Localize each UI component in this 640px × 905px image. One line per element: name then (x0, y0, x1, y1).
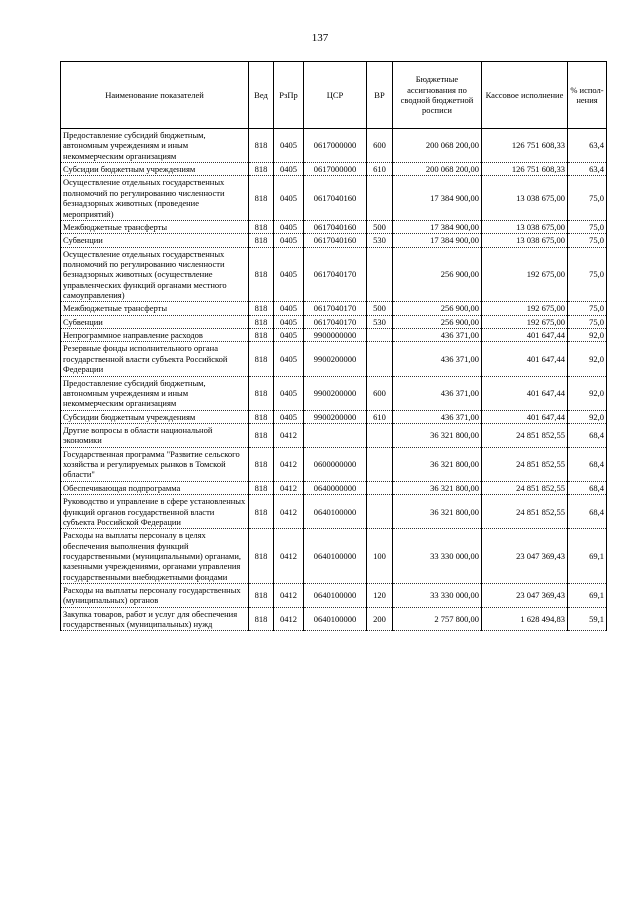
cell-csr: 0640100000 (304, 607, 367, 631)
table-row (61, 423, 607, 447)
table-row (61, 247, 607, 302)
cell-ved: 818 (249, 584, 274, 608)
cell-vr: 200 (367, 607, 393, 631)
cell-vr: 530 (367, 315, 393, 328)
cell-budget: 436 371,00 (393, 376, 482, 410)
cell-pct: 92,0 (568, 329, 607, 342)
cell-csr: 0640100000 (304, 584, 367, 608)
cell-pct: 92,0 (568, 376, 607, 410)
table-row (61, 584, 607, 608)
cell-pct: 68,4 (568, 481, 607, 494)
cell-budget: 33 330 000,00 (393, 529, 482, 584)
cell-cash: 23 047 369,43 (482, 529, 568, 584)
cell-rzpr: 0405 (274, 410, 304, 423)
cell-ved: 818 (249, 329, 274, 342)
cell-csr: 0640100000 (304, 495, 367, 529)
cell-name: Субсидии бюджетным учреждениям (61, 410, 249, 423)
cell-cash: 23 047 369,43 (482, 584, 568, 608)
cell-rzpr: 0412 (274, 584, 304, 608)
cell-cash: 192 675,00 (482, 315, 568, 328)
cell-rzpr: 0405 (274, 247, 304, 302)
cell-pct: 68,4 (568, 423, 607, 447)
cell-ved: 818 (249, 495, 274, 529)
table-row (61, 495, 607, 529)
cell-pct: 75,0 (568, 220, 607, 233)
cell-name: Государственная программа "Развитие сельского хозяйства и регулируемых рынков в Томской области" (61, 447, 249, 481)
cell-rzpr: 0412 (274, 607, 304, 631)
cell-pct: 75,0 (568, 234, 607, 247)
cell-ved: 818 (249, 410, 274, 423)
cell-vr (367, 481, 393, 494)
cell-ved: 818 (249, 176, 274, 220)
cell-budget: 436 371,00 (393, 410, 482, 423)
cell-rzpr: 0405 (274, 129, 304, 163)
cell-cash: 1 628 494,83 (482, 607, 568, 631)
table-row (61, 481, 607, 494)
cell-cash: 126 751 608,33 (482, 129, 568, 163)
cell-budget: 2 757 800,00 (393, 607, 482, 631)
cell-name: Субвенции (61, 234, 249, 247)
cell-cash: 401 647,44 (482, 410, 568, 423)
cell-budget: 36 321 800,00 (393, 423, 482, 447)
cell-rzpr: 0405 (274, 315, 304, 328)
cell-cash: 192 675,00 (482, 247, 568, 302)
cell-pct: 63,4 (568, 129, 607, 163)
header-budget: Бюджетные ассигнования по сводной бюджетной росписи (393, 62, 482, 129)
cell-csr: 9900200000 (304, 376, 367, 410)
cell-name: Закупка товаров, работ и услуг для обеспечения государственных (муниципальных) нужд (61, 607, 249, 631)
page-number: 137 (311, 32, 329, 44)
cell-budget: 36 321 800,00 (393, 495, 482, 529)
cell-budget: 36 321 800,00 (393, 447, 482, 481)
cell-budget: 256 900,00 (393, 302, 482, 315)
cell-pct: 75,0 (568, 247, 607, 302)
cell-csr: 0617040160 (304, 220, 367, 233)
header-csr: ЦСР (304, 62, 367, 129)
cell-name: Осуществление отдельных государственных полномочий по регулированию численности безнадзорных животных (осуществление управленческих функций органами местного самоуправления) (61, 247, 249, 302)
cell-vr (367, 423, 393, 447)
cell-name: Субвенции (61, 315, 249, 328)
cell-cash: 24 851 852,55 (482, 447, 568, 481)
cell-name: Межбюджетные трансферты (61, 302, 249, 315)
cell-csr: 0617040170 (304, 302, 367, 315)
cell-vr: 530 (367, 234, 393, 247)
cell-cash: 24 851 852,55 (482, 423, 568, 447)
cell-cash: 126 751 608,33 (482, 163, 568, 176)
cell-budget: 17 384 900,00 (393, 234, 482, 247)
cell-rzpr: 0412 (274, 495, 304, 529)
budget-table (60, 61, 607, 631)
header-ved: Вед (249, 62, 274, 129)
cell-csr: 0600000000 (304, 447, 367, 481)
header-vr: ВР (367, 62, 393, 129)
cell-rzpr: 0405 (274, 234, 304, 247)
cell-rzpr: 0412 (274, 481, 304, 494)
cell-cash: 24 851 852,55 (482, 481, 568, 494)
table-row (61, 447, 607, 481)
table-row (61, 315, 607, 328)
cell-rzpr: 0405 (274, 342, 304, 376)
header-name: Наименование показателей (61, 62, 249, 129)
cell-name: Руководство и управление в сфере установленных функций органов государственной власти субъекта Российской Федерации (61, 495, 249, 529)
table-row (61, 376, 607, 410)
table-body (61, 129, 607, 631)
cell-name: Другие вопросы в области национальной экономики (61, 423, 249, 447)
cell-csr: 0640100000 (304, 529, 367, 584)
cell-csr: 0617040170 (304, 247, 367, 302)
cell-pct: 59,1 (568, 607, 607, 631)
cell-vr (367, 247, 393, 302)
cell-vr: 600 (367, 129, 393, 163)
table-row (61, 529, 607, 584)
table-row (61, 302, 607, 315)
table-row (61, 329, 607, 342)
cell-ved: 818 (249, 220, 274, 233)
cell-cash: 13 038 675,00 (482, 234, 568, 247)
cell-budget: 200 068 200,00 (393, 163, 482, 176)
cell-csr: 0640000000 (304, 481, 367, 494)
cell-cash: 192 675,00 (482, 302, 568, 315)
cell-name: Непрограммное направление расходов (61, 329, 249, 342)
cell-csr: 0617040160 (304, 234, 367, 247)
cell-pct: 63,4 (568, 163, 607, 176)
cell-csr: 0617040160 (304, 176, 367, 220)
cell-csr: 9900200000 (304, 410, 367, 423)
cell-csr: 9900000000 (304, 329, 367, 342)
cell-ved: 818 (249, 129, 274, 163)
cell-cash: 401 647,44 (482, 376, 568, 410)
table-row (61, 129, 607, 163)
cell-budget: 256 900,00 (393, 315, 482, 328)
cell-cash: 401 647,44 (482, 342, 568, 376)
cell-rzpr: 0405 (274, 220, 304, 233)
cell-pct: 69,1 (568, 584, 607, 608)
cell-pct: 75,0 (568, 302, 607, 315)
table-row (61, 176, 607, 220)
cell-pct: 75,0 (568, 315, 607, 328)
cell-ved: 818 (249, 447, 274, 481)
cell-vr (367, 329, 393, 342)
cell-budget: 436 371,00 (393, 342, 482, 376)
cell-ved: 818 (249, 423, 274, 447)
table-row (61, 607, 607, 631)
cell-name: Обеспечивающая подпрограмма (61, 481, 249, 494)
cell-vr: 100 (367, 529, 393, 584)
table-row (61, 234, 607, 247)
cell-budget: 256 900,00 (393, 247, 482, 302)
cell-budget: 436 371,00 (393, 329, 482, 342)
cell-rzpr: 0405 (274, 302, 304, 315)
cell-cash: 24 851 852,55 (482, 495, 568, 529)
cell-pct: 92,0 (568, 410, 607, 423)
cell-vr: 610 (367, 163, 393, 176)
table-row (61, 163, 607, 176)
cell-pct: 69,1 (568, 529, 607, 584)
cell-name: Предоставление субсидий бюджетным, автономным учреждениям и иным некоммерческим организациям (61, 376, 249, 410)
cell-budget: 200 068 200,00 (393, 129, 482, 163)
cell-rzpr: 0405 (274, 376, 304, 410)
cell-rzpr: 0405 (274, 329, 304, 342)
cell-csr: 0617040170 (304, 315, 367, 328)
cell-pct: 68,4 (568, 447, 607, 481)
cell-ved: 818 (249, 247, 274, 302)
cell-ved: 818 (249, 163, 274, 176)
cell-budget: 17 384 900,00 (393, 220, 482, 233)
cell-vr (367, 342, 393, 376)
cell-vr: 500 (367, 220, 393, 233)
cell-name: Расходы на выплаты персоналу государственных (муниципальных) органов (61, 584, 249, 608)
cell-ved: 818 (249, 376, 274, 410)
cell-csr: 0617000000 (304, 163, 367, 176)
cell-name: Резервные фонды исполнительного органа государственной власти субъекта Российской Федерации (61, 342, 249, 376)
cell-ved: 818 (249, 234, 274, 247)
cell-vr (367, 447, 393, 481)
cell-budget: 33 330 000,00 (393, 584, 482, 608)
cell-vr (367, 176, 393, 220)
cell-vr: 610 (367, 410, 393, 423)
cell-pct: 68,4 (568, 495, 607, 529)
cell-csr: 0617000000 (304, 129, 367, 163)
table-header-row (61, 62, 607, 129)
cell-budget: 36 321 800,00 (393, 481, 482, 494)
cell-ved: 818 (249, 529, 274, 584)
cell-name: Предоставление субсидий бюджетным, автономным учреждениям и иным некоммерческим организациям (61, 129, 249, 163)
cell-name: Расходы на выплаты персоналу в целях обеспечения выполнения функций государственными (муниципальными) органами, казенными учреждениями, органами управления государственными внебюджетными фондами (61, 529, 249, 584)
cell-pct: 92,0 (568, 342, 607, 376)
cell-ved: 818 (249, 342, 274, 376)
cell-ved: 818 (249, 607, 274, 631)
header-rzpr: РзПр (274, 62, 304, 129)
header-cash: Кассовое исполнение (482, 62, 568, 129)
cell-vr (367, 495, 393, 529)
cell-cash: 13 038 675,00 (482, 176, 568, 220)
cell-name: Межбюджетные трансферты (61, 220, 249, 233)
cell-ved: 818 (249, 481, 274, 494)
cell-vr: 500 (367, 302, 393, 315)
cell-csr (304, 423, 367, 447)
cell-rzpr: 0412 (274, 529, 304, 584)
cell-cash: 13 038 675,00 (482, 220, 568, 233)
cell-pct: 75,0 (568, 176, 607, 220)
cell-name: Субсидии бюджетным учреждениям (61, 163, 249, 176)
cell-name: Осуществление отдельных государственных полномочий по регулированию численности безнадзорных животных (проведение мероприятий) (61, 176, 249, 220)
table-row (61, 410, 607, 423)
cell-cash: 401 647,44 (482, 329, 568, 342)
cell-vr: 600 (367, 376, 393, 410)
cell-ved: 818 (249, 302, 274, 315)
cell-rzpr: 0405 (274, 163, 304, 176)
cell-ved: 818 (249, 315, 274, 328)
table-row (61, 342, 607, 376)
cell-rzpr: 0412 (274, 447, 304, 481)
cell-vr: 120 (367, 584, 393, 608)
cell-budget: 17 384 900,00 (393, 176, 482, 220)
table-row (61, 220, 607, 233)
cell-rzpr: 0412 (274, 423, 304, 447)
header-pct: % испол-нения (568, 62, 607, 129)
cell-rzpr: 0405 (274, 176, 304, 220)
cell-csr: 9900200000 (304, 342, 367, 376)
